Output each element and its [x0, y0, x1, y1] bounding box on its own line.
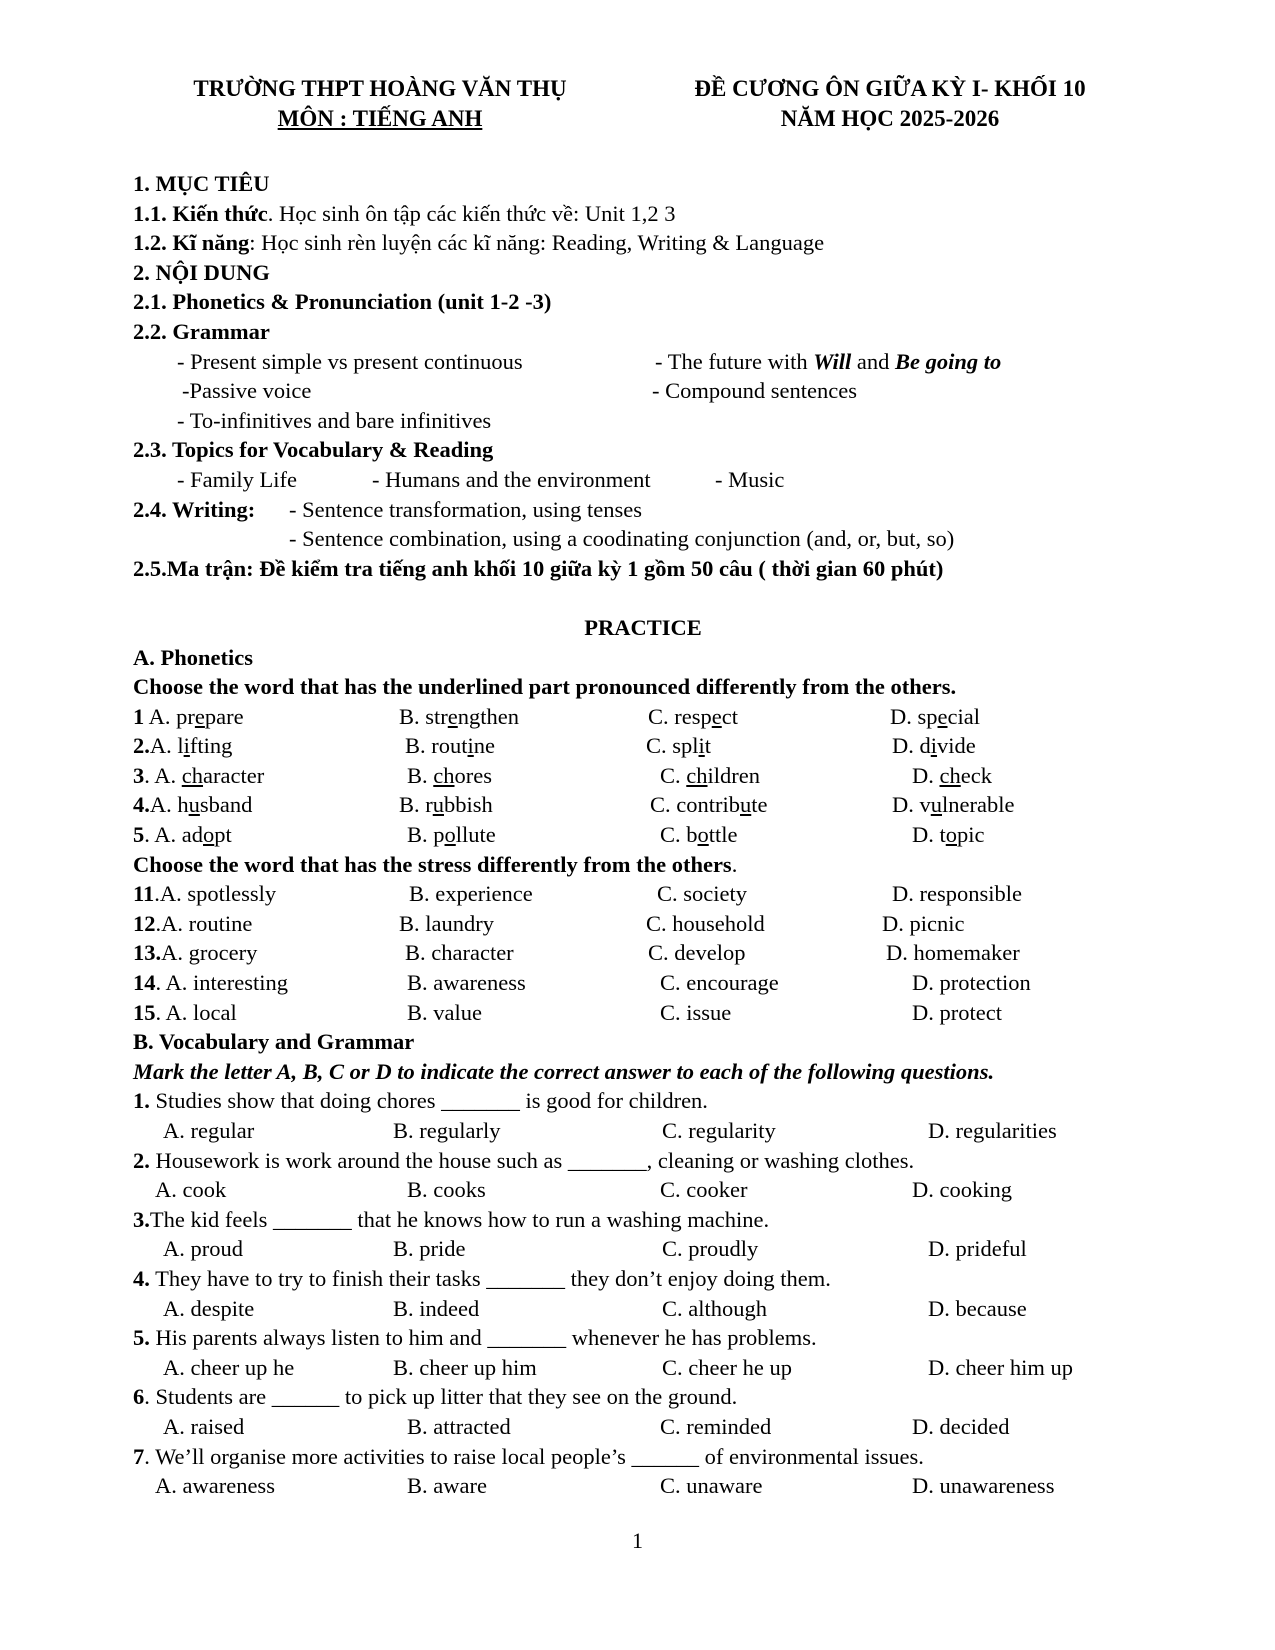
text-run: u — [930, 792, 942, 818]
topics-heading: 2.3. Topics for Vocabulary & Reading — [133, 437, 494, 463]
school-header — [160, 74, 600, 134]
text-run: 1. — [133, 1088, 150, 1114]
text-run: o — [444, 822, 456, 848]
grammar-row-2 — [133, 376, 1153, 406]
answer-option: D. decided — [912, 1413, 1010, 1439]
answer-option — [912, 820, 985, 850]
answer-option: B. experience — [409, 881, 533, 907]
text-run: D. v — [892, 792, 931, 818]
question-options — [133, 1234, 1153, 1264]
grammar-item: - Present simple vs present continuous — [177, 348, 523, 374]
pronunciation-question — [133, 790, 1153, 820]
stress-question — [133, 938, 1153, 968]
practice-title: PRACTICE — [584, 614, 702, 640]
answer-option: B. laundry — [399, 910, 494, 936]
text-run: cial — [947, 703, 980, 729]
question-options — [133, 1353, 1153, 1383]
writing-heading: 2.4. Writing: — [133, 496, 256, 522]
answer-option — [133, 998, 237, 1028]
text-run: ch — [686, 762, 708, 788]
answer-option — [660, 761, 760, 791]
text-run: 4. — [133, 792, 150, 818]
text-run: A. interesting — [165, 970, 288, 996]
text-run: fting — [189, 733, 233, 759]
grammar-item: -Passive voice — [182, 378, 312, 404]
text-run: pic — [957, 822, 985, 848]
answer-option: B. awareness — [407, 970, 526, 996]
answer-option — [892, 731, 976, 761]
text-run: ttle — [708, 822, 738, 848]
text-run: . We’ll organise more activities to raise local people’s ______ of environmental issues. — [144, 1443, 924, 1469]
text-run: ch — [181, 762, 204, 788]
answer-option: A. despite — [163, 1295, 255, 1321]
text-run: 6 — [133, 1384, 145, 1410]
writing-row-1 — [133, 495, 1153, 525]
text-run: and — [851, 348, 895, 374]
text-run: ct — [721, 703, 738, 729]
text-run: aracter — [203, 762, 265, 788]
subject-name: MÔN : TIẾNG ANH — [277, 106, 483, 131]
answer-option — [133, 702, 244, 732]
question-options — [133, 1412, 1153, 1442]
text-run: e — [937, 703, 948, 729]
question-options — [133, 1294, 1153, 1324]
question-stem — [133, 1086, 1153, 1116]
text-run: i — [183, 733, 190, 759]
answer-option: D. unawareness — [912, 1473, 1055, 1499]
writing-row-2 — [133, 524, 1153, 554]
matrix-line: 2.5.Ma trận: Đề kiểm tra tiếng anh khối 10 giữa kỳ 1 gồm 50 câu ( thời gian 60 phút) — [133, 555, 944, 581]
answer-option: B. pride — [393, 1236, 466, 1262]
answer-option: C. cooker — [660, 1177, 748, 1203]
text-run: : Học sinh rèn luyện các kĩ năng: Reading, Writing & Language — [249, 230, 825, 256]
text-run: 3 — [133, 762, 145, 788]
answer-option: D. picnic — [882, 910, 965, 936]
text-run: o — [697, 822, 709, 848]
answer-option: C. household — [646, 910, 765, 936]
answer-option: B. cooks — [407, 1177, 486, 1203]
text-run: Will — [813, 348, 852, 374]
exam-title: ĐỀ CƯƠNG ÔN GIỮA KỲ I- KHỐI 10 — [694, 76, 1086, 101]
answer-option — [133, 879, 276, 909]
text-run: His parents always listen to him and _______ whenever he has problems. — [149, 1325, 817, 1351]
text-run: D. t — [912, 822, 946, 848]
answer-option: D. cooking — [912, 1177, 1012, 1203]
grammar-item — [655, 347, 1001, 377]
answer-option: C. unaware — [660, 1473, 763, 1499]
answer-option — [407, 820, 496, 850]
grammar-row-3 — [133, 406, 1153, 436]
text-run: - The future with — [655, 348, 814, 374]
text-run: i — [467, 733, 474, 759]
text-run: 14 — [133, 970, 156, 996]
text-run: B. str — [399, 703, 448, 729]
spacer — [133, 583, 1153, 613]
question-options — [133, 1471, 1153, 1501]
text-run: vide — [937, 733, 976, 759]
text-run: ores — [454, 762, 493, 788]
text-run: . — [155, 910, 162, 936]
text-run: . — [144, 822, 155, 848]
answer-option: B. cheer up him — [393, 1354, 537, 1380]
text-run: 1.1. Kiến thức — [133, 200, 268, 226]
text-run: D. sp — [890, 703, 938, 729]
question-options — [133, 1175, 1153, 1205]
answer-option: B. character — [405, 940, 514, 966]
topic-item: - Music — [715, 466, 785, 492]
text-run: 2. — [133, 1147, 150, 1173]
text-run: 4. — [133, 1265, 150, 1291]
text-run: A. ad — [154, 822, 204, 848]
stress-instruction — [133, 850, 1153, 880]
text-run: ngthen — [457, 703, 520, 729]
question-stem — [133, 1323, 1153, 1353]
text-run: pt — [214, 822, 232, 848]
grammar-heading: 2.2. Grammar — [133, 318, 270, 344]
text-run: . — [154, 881, 160, 907]
topic-item: - Family Life — [177, 466, 297, 492]
writing-item: - Sentence combination, using a coodinating conjunction (and, or, but, so) — [289, 526, 955, 552]
text-run: B. r — [399, 792, 433, 818]
text-run: ch — [433, 762, 455, 788]
pronunciation-instruction: Choose the word that has the underlined part pronounced differently from the others. — [133, 674, 957, 700]
text-run: eck — [960, 762, 992, 788]
text-run: A. pr — [148, 703, 195, 729]
grammar-item: - Compound sentences — [652, 378, 857, 404]
answer-option — [890, 702, 980, 732]
stress-question — [133, 909, 1153, 939]
answer-option — [133, 790, 252, 820]
answer-option — [405, 731, 495, 761]
text-run: A. l — [149, 733, 184, 759]
answer-option: D. responsible — [892, 881, 1022, 907]
text-run: 15 — [133, 999, 156, 1025]
page-number: 1 — [632, 1528, 643, 1553]
text-run: A. h — [149, 792, 189, 818]
text-run: C. resp — [648, 703, 712, 729]
answer-option: D. prideful — [928, 1236, 1027, 1262]
text-run: e — [711, 703, 722, 729]
answer-option: B. regularly — [393, 1118, 501, 1143]
text-run: 1.2. Kĩ năng — [133, 230, 250, 256]
answer-option: A. raised — [163, 1413, 245, 1439]
answer-option: A. awareness — [155, 1473, 275, 1499]
text-run: B. rout — [405, 733, 468, 759]
text-run: D. d — [892, 733, 931, 759]
answer-option — [912, 761, 992, 791]
text-run: t — [704, 733, 712, 759]
answer-option: C. develop — [648, 940, 746, 966]
answer-option — [133, 909, 252, 939]
question-stem — [133, 1205, 1153, 1235]
answer-option: B. value — [407, 999, 482, 1025]
text-run: The kid feels _______ that he knows how to run a washing machine. — [149, 1206, 770, 1232]
answer-option: D. regularities — [928, 1118, 1057, 1143]
stress-questions — [133, 879, 1153, 1027]
answer-option — [650, 790, 768, 820]
answer-option — [133, 731, 232, 761]
answer-option: A. cheer up he — [163, 1354, 295, 1380]
text-run: A. local — [165, 999, 237, 1025]
pronunciation-question — [133, 702, 1153, 732]
text-run: C. spl — [646, 733, 699, 759]
text-run: A. routine — [161, 910, 253, 936]
answer-option: D. homemaker — [886, 940, 1020, 966]
text-run: e — [447, 703, 458, 729]
text-run: . Học sinh ôn tập các kiến thức về: Unit 1,2 3 — [267, 200, 676, 226]
section-objectives-title: 1. MỤC TIÊU — [133, 171, 270, 196]
topic-item: - Humans and the environment — [372, 466, 651, 492]
pronunciation-question — [133, 820, 1153, 850]
document-body — [133, 169, 1153, 1501]
answer-option — [407, 761, 492, 791]
objective-knowledge — [133, 199, 1153, 229]
text-run: . — [144, 762, 155, 788]
answer-option — [133, 820, 232, 850]
answer-option: A. cook — [155, 1177, 227, 1203]
text-run: C. — [660, 762, 687, 788]
answer-option: C. issue — [660, 999, 732, 1025]
text-run: 7 — [133, 1443, 145, 1469]
text-run: They have to try to finish their tasks _______ they don’t enjoy doing them. — [149, 1265, 831, 1291]
answer-option: B. indeed — [393, 1295, 480, 1321]
vocabulary-section-title: B. Vocabulary and Grammar — [133, 1029, 415, 1055]
answer-option: B. aware — [407, 1473, 487, 1499]
pronunciation-question — [133, 761, 1153, 791]
pronunciation-questions — [133, 702, 1153, 850]
text-run: ildren — [707, 762, 760, 788]
text-run: Choose the word that has the stress differently from the others — [133, 851, 732, 877]
answer-option: C. encourage — [660, 970, 779, 996]
text-run: 12 — [133, 910, 156, 936]
vocabulary-questions — [133, 1086, 1153, 1500]
text-run: A. grocery — [161, 940, 258, 966]
text-run: e — [194, 703, 205, 729]
text-run: ne — [473, 733, 496, 759]
text-run: o — [203, 822, 215, 848]
text-run: te — [751, 792, 768, 818]
text-run: u — [188, 792, 200, 818]
text-run: i — [698, 733, 705, 759]
answer-option: D. because — [928, 1295, 1027, 1321]
text-run: B. — [407, 762, 434, 788]
section-content-title: 2. NỘI DUNG — [133, 259, 270, 285]
text-run: u — [432, 792, 444, 818]
text-run: 5 — [133, 822, 145, 848]
text-run: 1 — [133, 703, 145, 729]
text-run: u — [740, 792, 752, 818]
answer-option: B. attracted — [407, 1413, 511, 1439]
answer-option: C. regularity — [662, 1118, 776, 1143]
question-stem — [133, 1264, 1153, 1294]
pronunciation-question — [133, 731, 1153, 761]
answer-option: A. proud — [163, 1236, 243, 1262]
question-stem — [133, 1442, 1153, 1472]
answer-option — [399, 702, 519, 732]
text-run: i — [930, 733, 938, 759]
school-year: NĂM HỌC 2025-2026 — [780, 106, 1000, 131]
writing-item: - Sentence transformation, using tenses — [289, 496, 643, 522]
text-run: sband — [199, 792, 253, 818]
text-run: bbish — [444, 792, 493, 818]
phonetics-section-title: A. Phonetics — [133, 644, 253, 670]
answer-option: C. proudly — [662, 1236, 759, 1262]
vocabulary-instruction: Mark the letter A, B, C or D to indicate the correct answer to each of the following questions. — [133, 1058, 995, 1084]
text-run: A. spotlessly — [159, 881, 277, 907]
text-run: 2. — [133, 733, 150, 759]
objective-skills — [133, 228, 1153, 258]
stress-question — [133, 968, 1153, 998]
text-run: llute — [455, 822, 496, 848]
answer-option: C. society — [657, 881, 747, 907]
text-run: B. p — [407, 822, 445, 848]
text-run: Housework is work around the house such as _______, cleaning or washing clothes. — [149, 1147, 915, 1173]
text-run: A. — [154, 762, 182, 788]
text-run: 5. — [133, 1325, 150, 1351]
stress-question — [133, 998, 1153, 1028]
stress-question — [133, 879, 1153, 909]
answer-option — [648, 702, 738, 732]
answer-option — [646, 731, 711, 761]
text-run: ch — [939, 762, 961, 788]
text-run: . Students are ______ to pick up litter that they see on the ground. — [144, 1384, 738, 1410]
answer-option — [133, 938, 257, 968]
text-run: Be going to — [894, 348, 1002, 374]
topics-row — [133, 465, 1153, 495]
text-run: 3. — [133, 1206, 150, 1232]
answer-option: A. regular — [163, 1118, 255, 1143]
exam-header — [660, 74, 1120, 134]
text-run: . — [155, 999, 166, 1025]
answer-option — [133, 761, 264, 791]
answer-option — [892, 790, 1014, 820]
question-options — [133, 1116, 1153, 1146]
text-run: lnerable — [942, 792, 1015, 818]
answer-option — [133, 968, 288, 998]
phonetics-heading: 2.1. Phonetics & Pronunciation (unit 1-2 -3) — [133, 289, 552, 315]
school-name: TRƯỜNG THPT HOÀNG VĂN THỤ — [193, 76, 567, 101]
text-run: C. b — [660, 822, 698, 848]
answer-option — [399, 790, 493, 820]
text-run: Studies show that doing chores _______ is good for children. — [149, 1088, 708, 1114]
text-run: C. contrib — [650, 792, 740, 818]
text-run: 13. — [133, 940, 162, 966]
text-run: o — [945, 822, 957, 848]
answer-option: D. cheer him up — [928, 1354, 1073, 1380]
answer-option: C. reminded — [660, 1413, 772, 1439]
answer-option: D. protect — [912, 999, 1002, 1025]
answer-option — [660, 820, 738, 850]
text-run: . — [155, 970, 166, 996]
answer-option: C. cheer he up — [662, 1354, 792, 1380]
text-run: . — [731, 851, 738, 877]
answer-option: D. protection — [912, 970, 1031, 996]
text-run: pare — [204, 703, 244, 729]
grammar-row-1 — [133, 347, 1153, 377]
question-stem — [133, 1382, 1153, 1412]
answer-option: C. although — [662, 1295, 767, 1321]
text-run: D. — [912, 762, 940, 788]
question-stem — [133, 1146, 1153, 1176]
grammar-item: - To-infinitives and bare infinitives — [177, 407, 492, 433]
text-run: 11 — [133, 881, 155, 907]
